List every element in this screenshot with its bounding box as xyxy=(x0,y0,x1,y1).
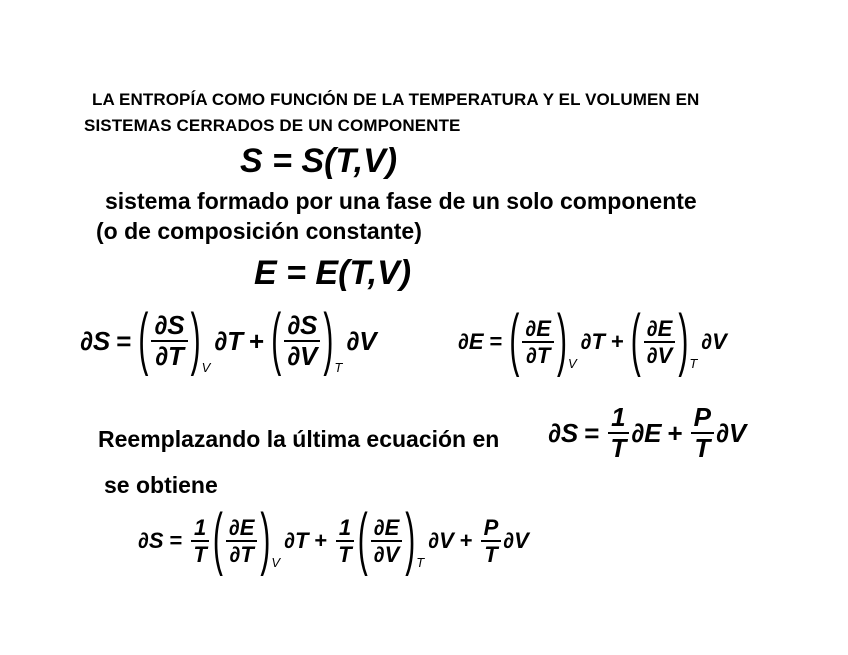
denominator: ∂V xyxy=(646,343,673,369)
dT-term: ∂T xyxy=(580,329,605,355)
equation-entropy-function: S = S(T,V) xyxy=(240,142,398,180)
dT-term: ∂T xyxy=(214,325,243,356)
plus-sign: + xyxy=(459,528,473,554)
fraction-1-over-T xyxy=(335,516,354,566)
dS-lhs: ∂S xyxy=(80,325,111,356)
denominator: ∂T xyxy=(526,343,551,369)
fraction-dE-dV xyxy=(371,516,403,566)
partial-E-V-group xyxy=(630,302,702,379)
numerator: ∂E xyxy=(371,516,403,542)
fraction-dE-dT xyxy=(226,516,258,566)
left-paren: ( xyxy=(138,302,149,379)
title-line-1: LA ENTROPÍA COMO FUNCIÓN DE LA TEMPERATURA Y EL VOLUMEN EN xyxy=(92,90,700,109)
numerator: ∂E xyxy=(644,317,676,343)
plus-sign: + xyxy=(610,329,624,355)
replace-text: Reemplazando la última ecuación en xyxy=(98,426,500,452)
denominator: ∂V xyxy=(373,542,400,568)
right-paren: ) xyxy=(556,302,567,379)
fraction-1-over-T xyxy=(190,516,209,566)
partial-S-V-group xyxy=(270,302,346,379)
left-paren: ( xyxy=(212,501,223,578)
equation-fundamental-dS xyxy=(548,404,746,463)
equation-dE-differential xyxy=(458,302,727,379)
right-paren: ) xyxy=(323,302,334,379)
plus-sign: + xyxy=(314,528,328,554)
denominator: T xyxy=(193,542,207,568)
right-paren: ) xyxy=(405,501,416,578)
left-paren: ( xyxy=(630,302,641,379)
right-paren: ) xyxy=(678,302,689,379)
dV-term: ∂V xyxy=(716,417,747,448)
numerator: ∂E xyxy=(226,516,258,542)
equation-dS-differential xyxy=(80,302,377,379)
partial-S-T-group xyxy=(137,302,214,379)
subscript-T: T xyxy=(689,356,698,372)
right-paren: ) xyxy=(260,501,271,578)
plus-sign: + xyxy=(249,325,265,356)
equation-energy-function: E = E(T,V) xyxy=(254,254,412,292)
denominator: T xyxy=(338,542,352,568)
denominator: T xyxy=(610,433,627,464)
right-paren: ) xyxy=(190,302,201,379)
dE-term: ∂E xyxy=(631,417,662,448)
left-paren: ( xyxy=(357,501,368,578)
dV-term: ∂V xyxy=(428,528,454,554)
subscript-V: V xyxy=(271,555,281,571)
equals-sign: = xyxy=(489,329,503,355)
obtain-text: se obtiene xyxy=(104,472,218,498)
fraction-1-over-T xyxy=(607,404,629,463)
dS-lhs: ∂S xyxy=(138,528,164,554)
fraction-dE-dT xyxy=(522,317,554,367)
equals-sign: = xyxy=(584,417,600,448)
denominator: ∂T xyxy=(229,542,254,568)
system-text-line-2: (o de composición constante) xyxy=(96,218,422,244)
dS-lhs: ∂S xyxy=(548,417,579,448)
numerator: 1 xyxy=(608,404,628,434)
partial-E-V-group xyxy=(357,501,429,578)
plus-sign: + xyxy=(667,417,683,448)
dE-lhs: ∂E xyxy=(458,329,484,355)
denominator: ∂T xyxy=(155,341,184,372)
fraction-P-over-T xyxy=(481,516,502,566)
system-text-line-1: sistema formado por una fase de un solo componente xyxy=(105,188,697,214)
subscript-V: V xyxy=(201,359,211,375)
denominator: T xyxy=(694,433,711,464)
numerator: P xyxy=(481,516,502,542)
dV-term: ∂V xyxy=(503,528,529,554)
equation-result xyxy=(138,501,529,578)
numerator: ∂S xyxy=(284,312,320,342)
title-line-2: SISTEMAS CERRADOS DE UN COMPONENTE xyxy=(84,116,461,135)
numerator: ∂E xyxy=(522,317,554,343)
left-paren: ( xyxy=(509,302,520,379)
numerator: P xyxy=(691,404,714,434)
equals-sign: = xyxy=(169,528,183,554)
partial-E-T-group xyxy=(508,302,580,379)
equals-sign: = xyxy=(116,325,132,356)
dV-term: ∂V xyxy=(701,329,727,355)
numerator: ∂S xyxy=(151,312,187,342)
dT-term: ∂T xyxy=(284,528,309,554)
numerator: 1 xyxy=(191,516,209,542)
left-paren: ( xyxy=(271,302,282,379)
partial-E-T-group xyxy=(212,501,284,578)
fraction-P-over-T xyxy=(691,404,714,463)
fraction-dS-dT xyxy=(151,312,187,371)
fraction-dE-dV xyxy=(644,317,676,367)
dV-term: ∂V xyxy=(346,325,377,356)
fraction-dS-dV xyxy=(284,312,320,371)
denominator: ∂V xyxy=(287,341,318,372)
subscript-T: T xyxy=(416,555,425,571)
numerator: 1 xyxy=(336,516,354,542)
subscript-T: T xyxy=(334,359,343,375)
denominator: T xyxy=(484,542,498,568)
subscript-V: V xyxy=(567,356,577,372)
